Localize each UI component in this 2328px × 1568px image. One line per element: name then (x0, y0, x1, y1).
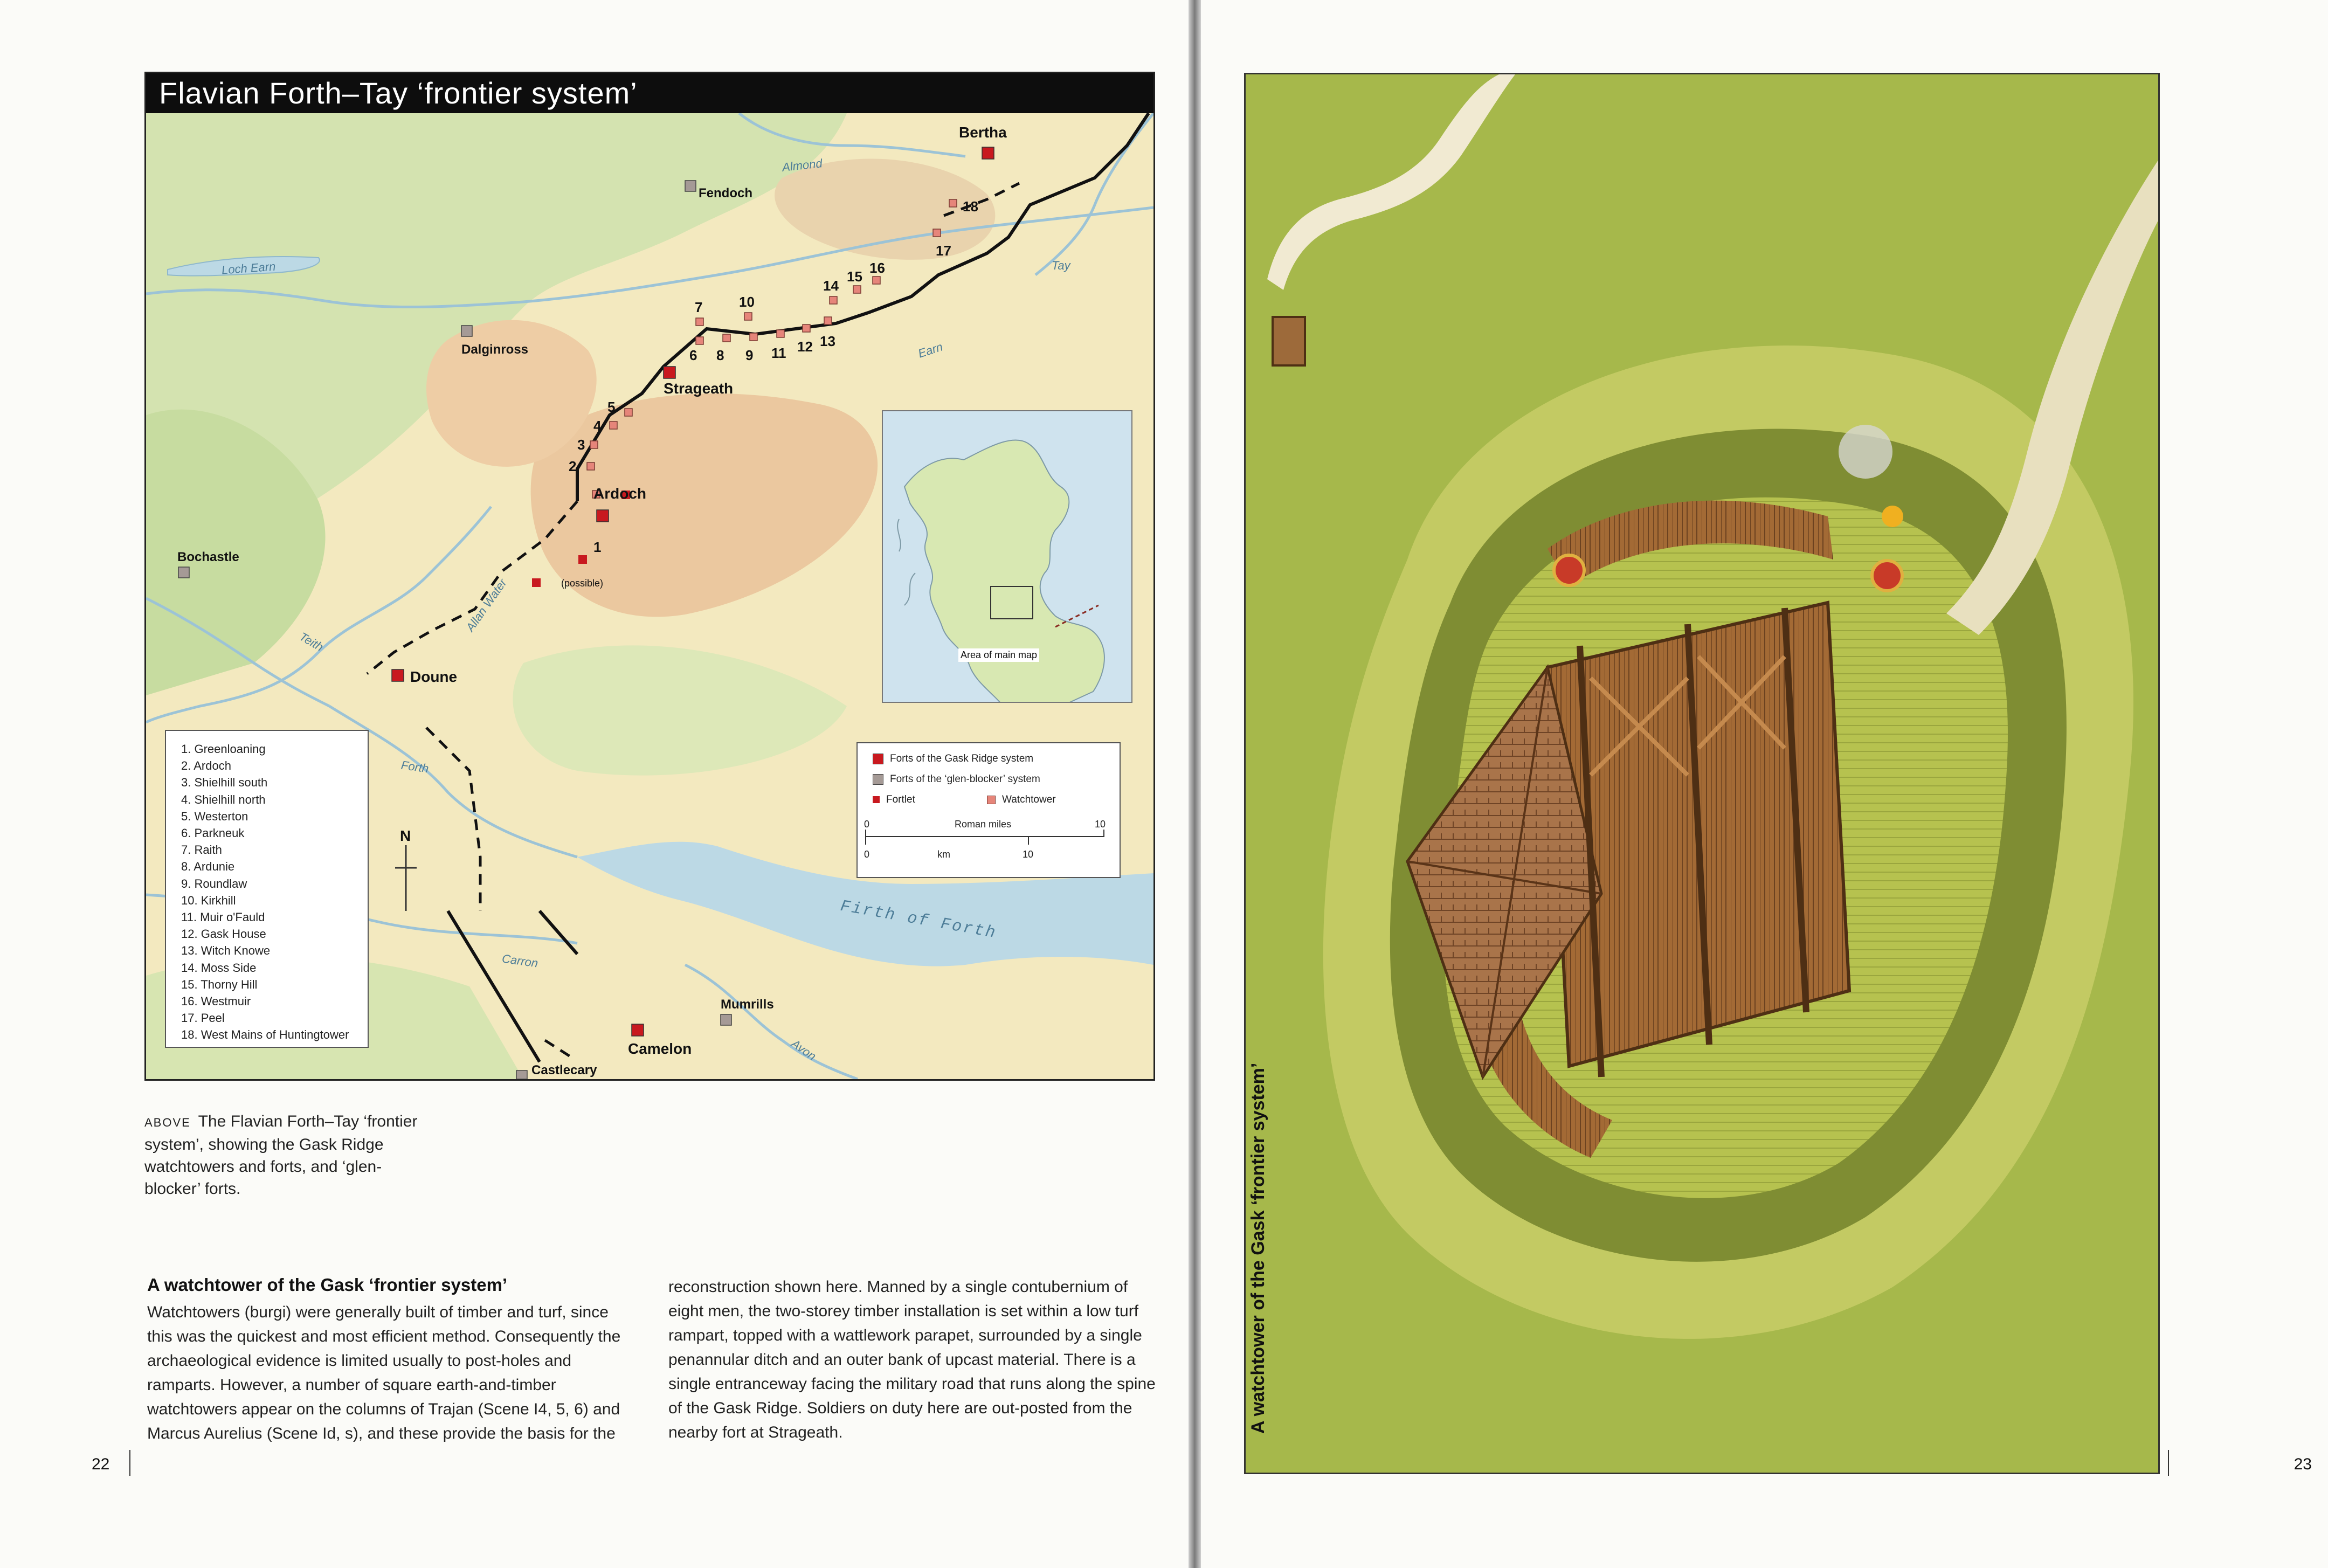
label-castlecary: Castlecary (531, 1063, 597, 1077)
label-almond: Almond (781, 156, 823, 174)
shield (1872, 561, 1902, 591)
page-number-right: 23 (2294, 1455, 2312, 1473)
label-forth: Forth (400, 758, 430, 776)
key-item: 17. Peel (181, 1011, 225, 1025)
key-item: 13. Witch Knowe (181, 944, 271, 958)
scale-km-label: km (937, 849, 950, 860)
key-item: 1. Greenloaning (181, 742, 266, 756)
label-strageath: Strageath (664, 380, 734, 397)
label-bochastle: Bochastle (177, 550, 239, 564)
tower-number-3: 3 (577, 437, 585, 453)
key-item: 2. Ardoch (181, 759, 231, 773)
caption-lead: ABOVE (144, 1116, 191, 1129)
label-allan-water: Allan Water (463, 576, 509, 634)
label-firth-of-forth: Firth of Forth (839, 897, 998, 943)
legend-fortlet-label: Fortlet (886, 794, 915, 805)
scale-ten-km: 10 (1023, 849, 1034, 860)
key-item: 5. Westerton (181, 809, 248, 823)
north-label: N (400, 827, 411, 844)
legend-watchtower (987, 794, 1056, 806)
tower-number-13: 13 (820, 333, 835, 349)
scale-tick (865, 837, 866, 845)
label-ardoch: Ardoch (593, 485, 646, 502)
label-camelon: Camelon (628, 1040, 692, 1057)
scale-zero-km: 0 (864, 849, 870, 860)
scale-bar (865, 836, 1104, 837)
key-item: 3. Shielhill south (181, 776, 268, 790)
page-rule-right (2168, 1450, 2169, 1476)
scale-roman-miles-label: Roman miles (955, 819, 1012, 830)
scale-tick (865, 830, 866, 837)
signal-post (1273, 317, 1305, 365)
section-title: A watchtower of the Gask ‘frontier system’ (147, 1275, 508, 1295)
tower-number-18: 18 (963, 198, 978, 215)
fire (1882, 506, 1903, 527)
tower-number-14: 14 (823, 278, 839, 294)
tower-number-6: 6 (689, 347, 697, 363)
legend-gask-forts-label: Forts of the Gask Ridge system (890, 753, 1034, 764)
fortlet-swatch (873, 796, 880, 803)
key-item: 7. Raith (181, 843, 222, 857)
key-item: 11. Muir o'Fauld (181, 910, 265, 924)
illustration-svg (1246, 74, 2160, 1474)
smoke (1839, 425, 1892, 479)
scale-zero-miles: 0 (864, 819, 870, 830)
tower-number-2: 2 (569, 458, 577, 474)
scale-tick (1028, 837, 1029, 845)
label-loch-earn: Loch Earn (221, 259, 277, 277)
map-legend (856, 742, 1121, 878)
legend-fortlet (873, 794, 915, 806)
page-rule-left (129, 1450, 130, 1476)
scale-tick (1103, 830, 1104, 837)
key-item: 18. West Mains of Huntingtower (181, 1028, 349, 1042)
legend-glen-forts (873, 773, 1040, 785)
glen-fort-swatch (873, 774, 883, 785)
label-bertha: Bertha (959, 124, 1007, 141)
illustration-caption: A watchtower of the Gask ‘frontier system’ (1248, 1062, 1268, 1434)
tower-number-16: 16 (869, 260, 885, 276)
book-gutter (1189, 0, 1201, 1568)
tower-number-10: 10 (739, 294, 755, 310)
tower-number-9: 9 (745, 347, 754, 363)
tower-number-1: 1 (593, 539, 602, 555)
watchtower-swatch (987, 796, 996, 804)
gask-fort-swatch (873, 754, 883, 764)
key-item: 10. Kirkhill (181, 893, 236, 907)
label-possible: (possible) (561, 578, 604, 589)
label-earn: Earn (916, 340, 945, 361)
label-tay: Tay (1052, 259, 1070, 272)
scale-ten-miles: 10 (1095, 819, 1106, 830)
map-caption (144, 1110, 425, 1200)
label-fendoch: Fendoch (699, 186, 752, 201)
tower-number-8: 8 (716, 347, 724, 363)
tower-number-7: 7 (695, 299, 703, 315)
key-item: 8. Ardunie (181, 860, 235, 874)
body-column-1: Watchtowers (burgi) were generally built of timber and turf, since this was the quickest and most efficient method. Consequently the archaeological evidence is limited usually to post-holes and ramparts. However, a number of square earth-and-timber watchtowers appear on the columns of Trajan (Scene I4, 5, 6) and Marcus Aurelius (Scene Id, s), and these provide the basis for the (147, 1303, 621, 1442)
tower-number-4: 4 (593, 418, 602, 434)
page-number-left: 22 (92, 1455, 110, 1473)
frontier-map (144, 72, 1155, 1081)
inset-label: Area of main map (958, 648, 1039, 662)
watchtower-key-list (165, 730, 369, 1048)
key-item: 6. Parkneuk (181, 826, 245, 840)
body-column-2: reconstruction shown here. Manned by a single contubernium of eight men, the two-storey timber installation is set within a low turf rampart, topped with a wattlework parapet, surrounded by a single penannular ditch and an outer bank of upcast material. There is a single entranceway facing the military road that runs along the spine of the Gask Ridge. Soldiers on duty here are out-posted from the nearby fort at Strageath. (668, 1278, 1156, 1441)
key-item: 12. Gask House (181, 927, 266, 941)
legend-watchtower-label: Watchtower (1002, 794, 1056, 805)
map-title: Flavian Forth–Tay ‘frontier system’ (146, 73, 1153, 113)
tower-number-11: 11 (771, 345, 786, 361)
label-doune: Doune (410, 668, 458, 685)
tower-number-5: 5 (607, 399, 616, 415)
tower-number-12: 12 (797, 339, 813, 355)
inset-map-scotland (882, 410, 1132, 703)
caption-text: The Flavian Forth–Tay ‘frontier system’, showing the Gask Ridge watchtowers and forts, and ‘glen-blocker’ forts. (144, 1113, 418, 1198)
legend-gask-forts (873, 753, 1033, 765)
tower-number-15: 15 (847, 268, 862, 285)
key-item: 14. Moss Side (181, 961, 257, 975)
key-item: 9. Roundlaw (181, 876, 247, 890)
label-dalginross: Dalginross (461, 342, 529, 357)
label-carron: Carron (501, 951, 539, 970)
key-item: 16. Westmuir (181, 994, 251, 1009)
label-teith: Teith (297, 630, 326, 654)
legend-glen-forts-label: Forts of the ‘glen-blocker’ system (890, 773, 1040, 785)
label-avon: Avon (789, 1037, 819, 1063)
key-item: 4. Shielhill north (181, 792, 266, 806)
tower-number-17: 17 (936, 243, 951, 259)
watchtower-illustration (1244, 73, 2160, 1474)
label-mumrills: Mumrills (721, 997, 774, 1012)
shield (1554, 555, 1584, 585)
key-item: 15. Thorny Hill (181, 977, 258, 991)
